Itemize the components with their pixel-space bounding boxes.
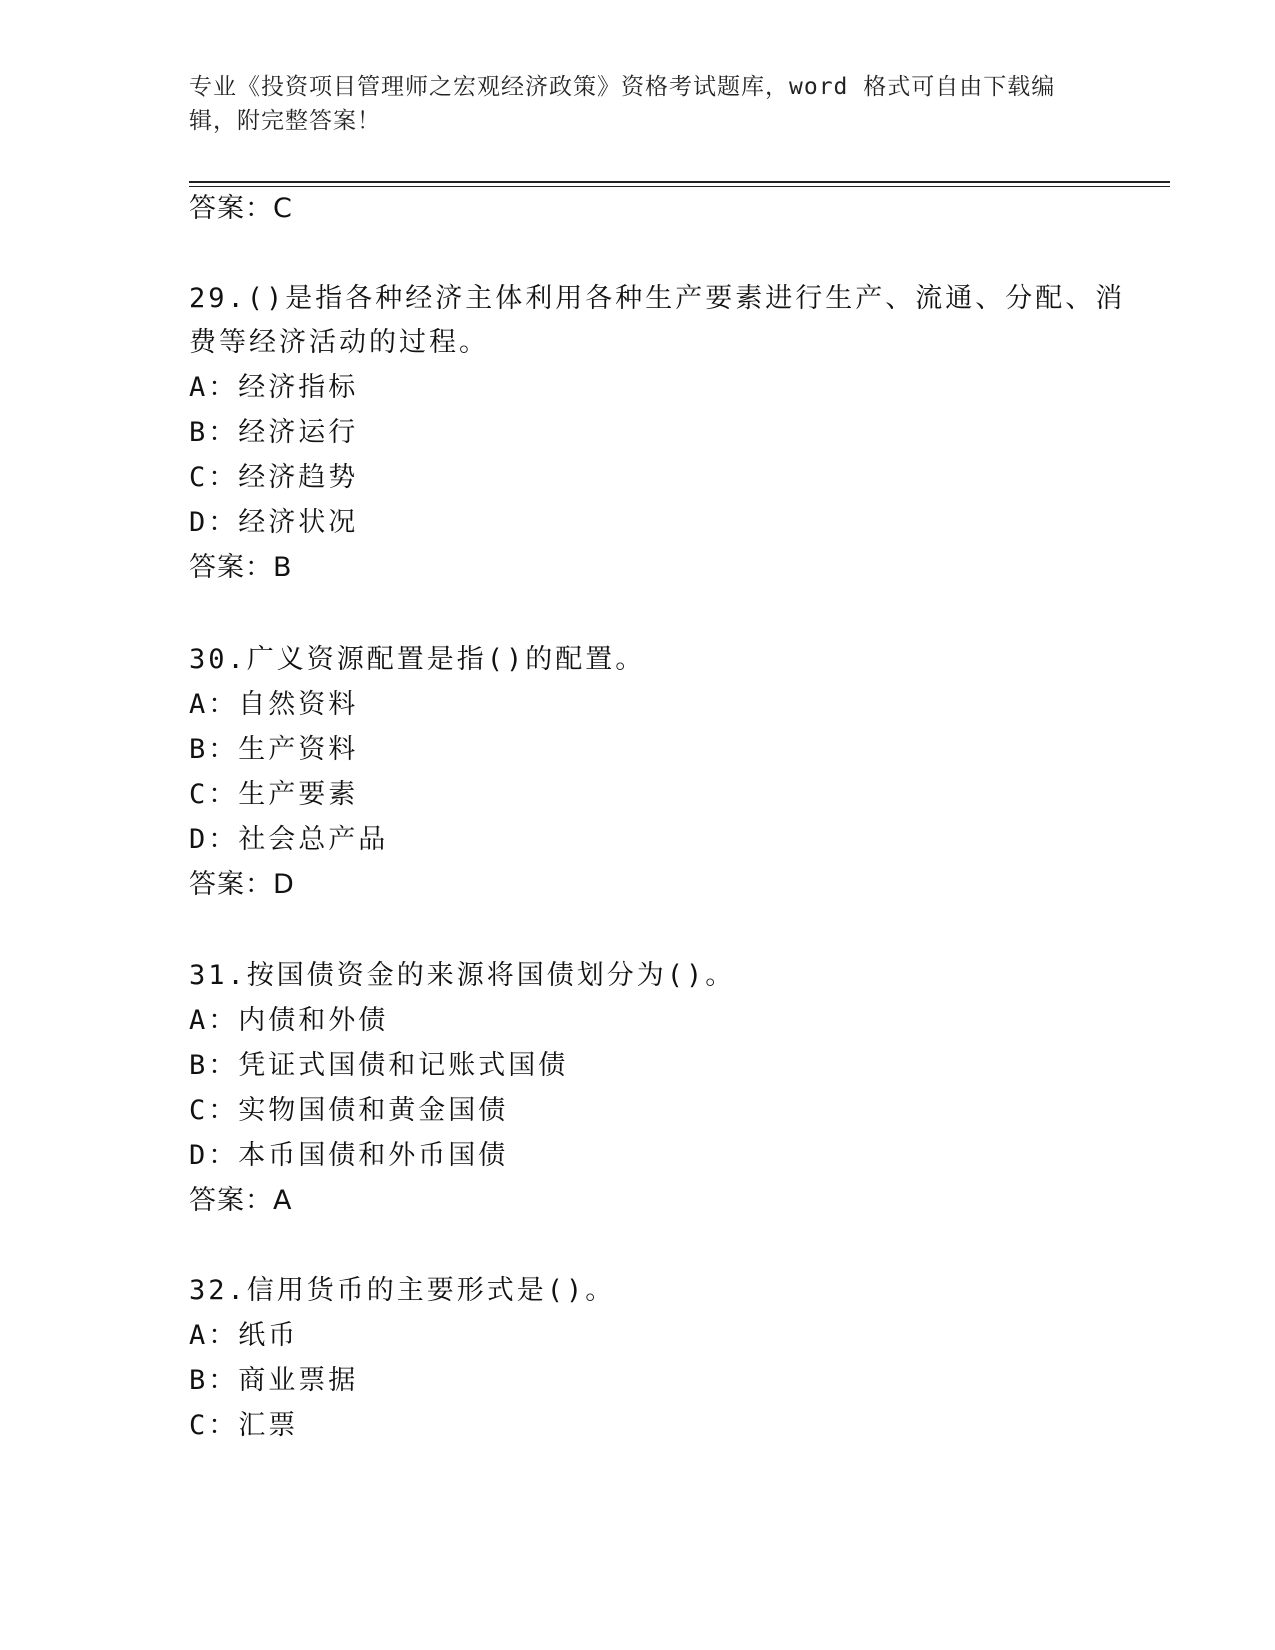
q30-option-b: B：生产资料 — [189, 734, 359, 765]
q30-option-a: A：自然资料 — [189, 689, 359, 720]
q31-option-b: B：凭证式国债和记账式国债 — [189, 1050, 569, 1081]
document-header — [189, 70, 1089, 138]
q31-option-d: D：本币国债和外币国债 — [189, 1140, 509, 1171]
q29-answer: 答案：B — [189, 552, 293, 583]
q32-stem: 32.信用货币的主要形式是()。 — [189, 1275, 616, 1306]
q29-option-d: D：经济状况 — [189, 507, 359, 538]
answer-previous: 答案：C — [189, 193, 293, 224]
q31-stem: 31.按国债资金的来源将国债划分为()。 — [189, 960, 736, 991]
header-line-2: 辑，附完整答案！ — [189, 108, 381, 134]
q29-option-b: B：经济运行 — [189, 417, 359, 448]
q29-option-a: A：经济指标 — [189, 372, 359, 403]
q29-option-c: C：经济趋势 — [189, 462, 359, 493]
q31-answer: 答案：A — [189, 1185, 293, 1216]
q31-option-c: C：实物国债和黄金国债 — [189, 1095, 509, 1126]
q30-stem: 30.广义资源配置是指()的配置。 — [189, 644, 646, 675]
q32-option-a: A：纸币 — [189, 1320, 299, 1351]
q31-option-a: A：内债和外债 — [189, 1005, 389, 1036]
q29-stem-line-2: 费等经济活动的过程。 — [189, 327, 489, 358]
q30-answer: 答案：D — [189, 869, 295, 900]
header-line-1: 专业《投资项目管理师之宏观经济政策》资格考试题库，word 格式可自由下载编 — [189, 74, 1056, 100]
header-divider-thick — [189, 181, 1170, 183]
q29-stem-line-1: 29.()是指各种经济主体利用各种生产要素进行生产、流通、分配、消 — [189, 283, 1126, 314]
q32-option-b: B：商业票据 — [189, 1365, 359, 1396]
header-divider-thin — [189, 186, 1170, 187]
q32-option-c: C：汇票 — [189, 1410, 299, 1441]
q30-option-c: C：生产要素 — [189, 779, 359, 810]
q30-option-d: D：社会总产品 — [189, 824, 389, 855]
